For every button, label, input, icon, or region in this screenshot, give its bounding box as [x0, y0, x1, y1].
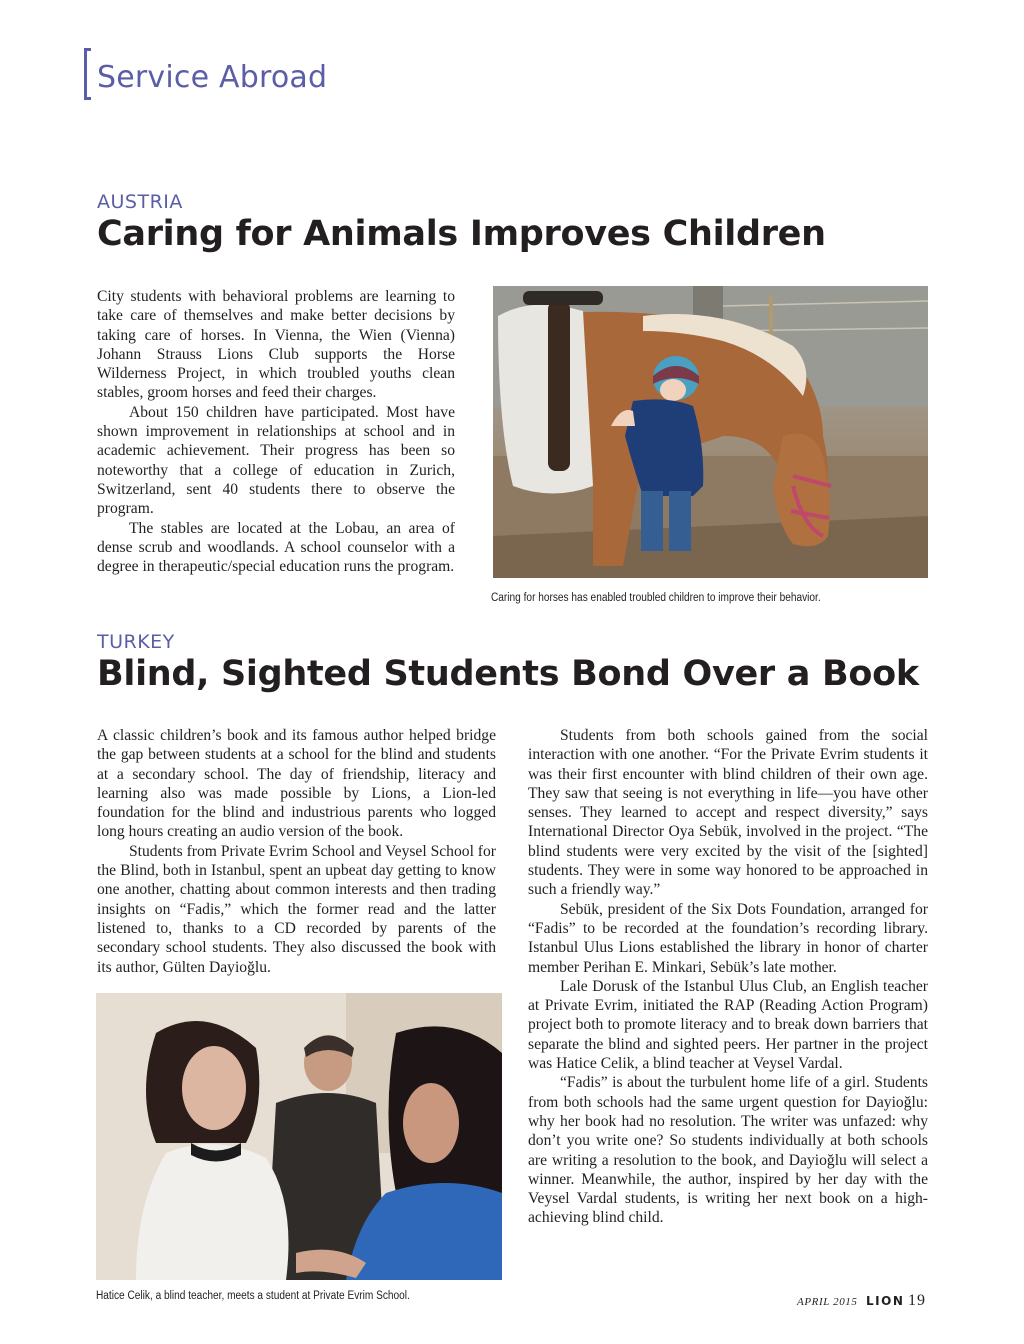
article2-paragraph: “Fadis” is about the turbulent home life of a girl. Students from both schools had the same urgent question for Dayioğlu: why her book had no resolution. The writer was unfazed: why don’t you write one? So students individually at both schools are writing a resolution to the book, and Dayioğlu will select a winner. Meanwhile, the author, inspired by her day with the Veysel Vardal students, is writing her next book on a high-achieving blind child.: [528, 1074, 928, 1227]
article1-body: [97, 287, 455, 576]
students-photo: [96, 993, 502, 1280]
horse-photo-caption: Caring for horses has enabled troubled children to improve their behavior.: [491, 592, 821, 604]
article1-paragraph: About 150 children have participated. Most have shown improvement in relationships at school and in academic achievement. Their progress has been so noteworthy that a college of education in Zurich, Switzerland, sent 40 students there to observe the program.: [97, 403, 455, 518]
section-bracket: [84, 48, 91, 100]
article2-paragraph: Lale Dorusk of the Istanbul Ulus Club, an English teacher at Private Evrim, initiated the RAP (Reading Action Program) project both to promote literacy and to break down barriers that separate the blind and sighted peers. Her partner in the project was Hatice Celik, a blind teacher at Veysel Vardal.: [528, 977, 928, 1073]
article2-country: TURKEY: [97, 631, 175, 653]
article1-country: AUSTRIA: [97, 191, 183, 213]
article2-right-column: [528, 726, 928, 1228]
horse-photo: [493, 286, 928, 578]
students-photo-caption: Hatice Celik, a blind teacher, meets a student at Private Evrim School.: [96, 1290, 410, 1302]
article2-paragraph: Students from both schools gained from the social interaction with one another. “For the Private Evrim students it was their first encounter with blind children of their own age. They saw that seeing is not everything in life—you have other senses. They learned to accept and respect diversity,” says International Director Oya Sebük, involved in the project. “The blind students were very excited by the visit of the [sighted] students. They were in some way honored to be approached in such a friendly way.”: [528, 727, 928, 899]
article1-paragraph: The stables are located at the Lobau, an area of dense scrub and woodlands. A school counselor with a degree in therapeutic/special education runs the program.: [97, 519, 455, 576]
section-title: Service Abroad: [97, 60, 328, 95]
article2-left-column: [97, 726, 496, 977]
article2-headline: Blind, Sighted Students Bond Over a Book: [97, 654, 919, 694]
students-photo-illustration: [96, 993, 502, 1280]
article1-headline: Caring for Animals Improves Children: [97, 214, 826, 254]
footer-magazine-name: LION: [866, 1294, 905, 1308]
horse-photo-illustration: [493, 286, 928, 578]
footer-page-number: 19: [908, 1292, 926, 1309]
footer-issue-date: APRIL 2015: [797, 1296, 858, 1308]
article2-paragraph: A classic children’s book and its famous author helped bridge the gap between students at a school for the blind and students at a secondary school. The day of friendship, literacy and learning also was made possible by Lions, a Lion-led foundation for the blind and industrious parents who logged long hours creating an audio version of the book.: [97, 727, 496, 841]
article1-paragraph: City students with behavioral problems are learning to take care of themselves and make better decisions by taking care of horses. In Vienna, the Wien (Vienna) Johann Strauss Lions Club supports the Horse Wilderness Project, in which troubled youths clean stables, groom horses and feed their charges.: [97, 288, 455, 402]
article2-paragraph: Sebük, president of the Six Dots Foundation, arranged for “Fadis” to be recorded at the foundation’s recording library. Istanbul Ulus Lions established the library in honor of charter member Perihan E. Minkari, Sebük’s late mother.: [528, 900, 928, 976]
article2-paragraph: Students from Private Evrim School and Veysel School for the Blind, both in Istanbul, spent an upbeat day getting to know one another, chatting about common interests and then trading insights on “Fadis,” which the former read and the latter listened to, thanks to a CD recorded by parents of the secondary school students. They also discussed the book with its author, Gülten Dayioğlu.: [97, 842, 496, 976]
